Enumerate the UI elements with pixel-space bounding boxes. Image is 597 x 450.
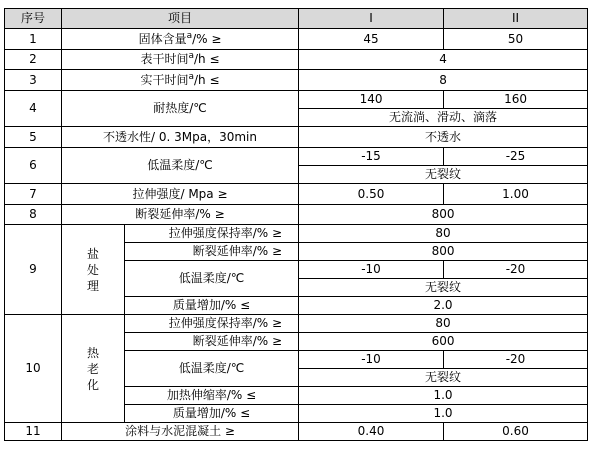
sub-item: 低温柔度/℃: [125, 351, 299, 387]
sub-item: 拉伸强度保持率/% ≥: [125, 225, 299, 243]
row-no: 11: [5, 423, 62, 441]
row-1: [5, 29, 588, 50]
row-no: 2: [5, 50, 62, 70]
group-label-salt: 盐 处 理: [62, 225, 125, 315]
value-note: 无裂纹: [299, 369, 588, 387]
value-type-2: 160: [444, 91, 588, 109]
value-type-1: 0.50: [299, 184, 444, 205]
value-shared: 80: [299, 225, 588, 243]
row-item: 不透水性/ 0. 3Mpa，30min: [62, 127, 299, 148]
value-type-1: -10: [299, 351, 444, 369]
row-2: [5, 50, 588, 70]
sub-item: 加热伸缩率/% ≤: [125, 387, 299, 405]
row-item: 表干时间$^a$/h ≤: [62, 50, 299, 70]
row-no: 7: [5, 184, 62, 205]
row-no: 6: [5, 148, 62, 184]
value-type-1: 45: [299, 29, 444, 50]
value-shared: 1.0: [299, 405, 588, 423]
value-shared: 80: [299, 315, 588, 333]
value-type-1: 0.40: [299, 423, 444, 441]
value-note: 无裂纹: [299, 166, 588, 184]
header-item: 项目: [62, 9, 299, 29]
value-note: 无流淌、滑动、滴落: [299, 109, 588, 127]
value-type-2: -20: [444, 261, 588, 279]
group-label-heat: 热 老 化: [62, 315, 125, 423]
value-type-1: -10: [299, 261, 444, 279]
row-no: 8: [5, 205, 62, 225]
header-no: 序号: [5, 9, 62, 29]
row-8: [5, 205, 588, 225]
row-no: 4: [5, 91, 62, 127]
row-item: 拉伸强度/ Mpa ≥: [62, 184, 299, 205]
row-no: 1: [5, 29, 62, 50]
value-type-2: -25: [444, 148, 588, 166]
sub-item: 断裂延伸率/% ≥: [125, 243, 299, 261]
header-type-2: II: [444, 9, 588, 29]
value-shared: 800: [299, 205, 588, 225]
sub-item: 低温柔度/℃: [125, 261, 299, 297]
row-item: 断裂延伸率/% ≥: [62, 205, 299, 225]
row-10-1: [5, 315, 588, 333]
row-5: [5, 127, 588, 148]
row-6: [5, 148, 588, 166]
row-item: 固体含量$^a$/% ≥: [62, 29, 299, 50]
sub-item: 断裂延伸率/% ≥: [125, 333, 299, 351]
value-type-1: 140: [299, 91, 444, 109]
value-shared: 800: [299, 243, 588, 261]
sub-item: 质量增加/% ≤: [125, 297, 299, 315]
row-item: 涂料与水泥混凝土 ≥: [62, 423, 299, 441]
value-shared: 1.0: [299, 387, 588, 405]
row-item: 实干时间$^a$/h ≤: [62, 70, 299, 91]
row-11: [5, 423, 588, 441]
value-type-2: 1.00: [444, 184, 588, 205]
value-note: 无裂纹: [299, 279, 588, 297]
value-type-2: 50: [444, 29, 588, 50]
header-type-1: I: [299, 9, 444, 29]
sub-item: 拉伸强度保持率/% ≥: [125, 315, 299, 333]
row-no: 9: [5, 225, 62, 315]
row-no: 5: [5, 127, 62, 148]
row-item: 低温柔度/℃: [62, 148, 299, 184]
value-shared: 不透水: [299, 127, 588, 148]
value-shared: 8: [299, 70, 588, 91]
value-type-2: 0.60: [444, 423, 588, 441]
row-9-1: [5, 225, 588, 243]
row-3: [5, 70, 588, 91]
row-no: 10: [5, 315, 62, 423]
row-7: [5, 184, 588, 205]
row-4: [5, 91, 588, 109]
value-shared: 2.0: [299, 297, 588, 315]
header-row: [5, 9, 588, 29]
row-item: 耐热度/℃: [62, 91, 299, 127]
value-type-1: -15: [299, 148, 444, 166]
value-type-2: -20: [444, 351, 588, 369]
value-shared: 600: [299, 333, 588, 351]
row-no: 3: [5, 70, 62, 91]
spec-table: [4, 8, 588, 441]
sub-item: 质量增加/% ≤: [125, 405, 299, 423]
value-shared: 4: [299, 50, 588, 70]
